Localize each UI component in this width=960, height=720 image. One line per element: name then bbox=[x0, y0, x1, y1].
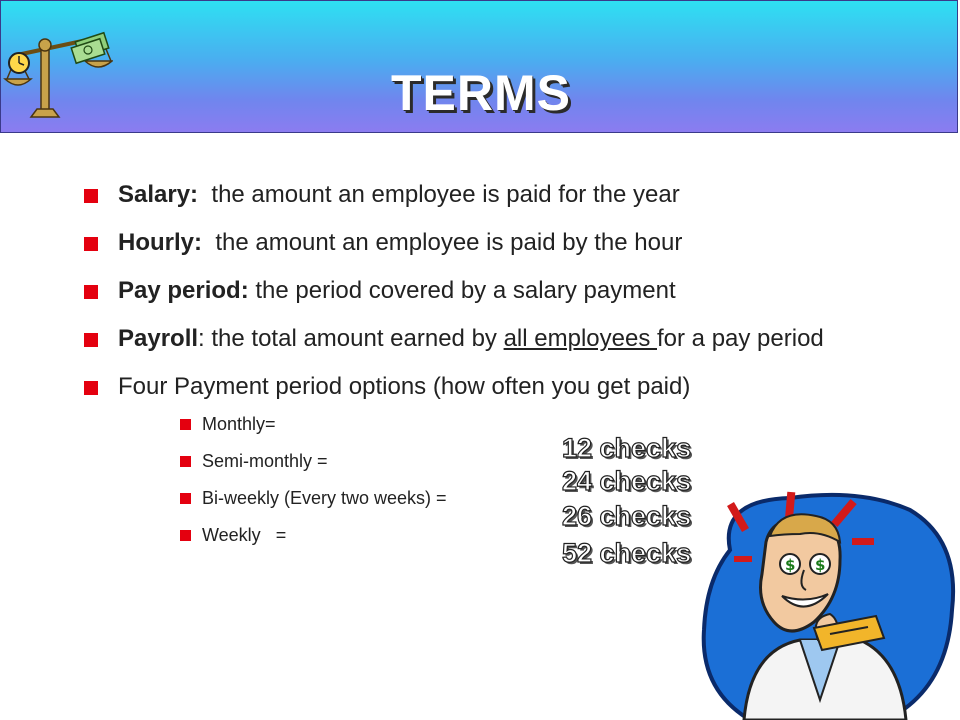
sub-bullet-monthly bbox=[84, 413, 904, 435]
sub-bullet-semi-monthly bbox=[84, 450, 904, 472]
sub-bullet-label: Monthly= bbox=[202, 414, 276, 434]
bullet-hourly bbox=[84, 228, 904, 257]
bullet-pay-period bbox=[84, 276, 904, 305]
term-salary: Salary: bbox=[118, 181, 199, 208]
bullet-salary bbox=[84, 180, 904, 209]
definition-payroll-end: for a pay period bbox=[657, 325, 824, 352]
definition-pay-period: the period covered by a salary payment bbox=[248, 277, 676, 304]
sub-bullet-label: Bi-weekly (Every two weeks) = bbox=[202, 488, 447, 508]
sub-bullet-marker bbox=[180, 493, 191, 504]
svg-text:$: $ bbox=[785, 556, 796, 574]
bullet-marker bbox=[84, 189, 98, 203]
definition-payroll-underlined: all employees bbox=[503, 325, 657, 352]
happy-paycheck-man-icon bbox=[690, 490, 960, 720]
definition-hourly: the amount an employee is paid by the hour bbox=[202, 229, 683, 256]
sub-bullet-marker bbox=[180, 456, 191, 467]
definition-payroll-start: : the total amount earned by bbox=[198, 325, 504, 352]
sub-bullet-label: Weekly = bbox=[202, 525, 287, 545]
bullet-marker bbox=[84, 285, 98, 299]
answer-bi-weekly: 26 checks bbox=[562, 501, 692, 531]
payment-options-text: Four Payment period options (how often you get paid) bbox=[118, 373, 691, 400]
sub-bullet-marker bbox=[180, 419, 191, 430]
term-payroll: Payroll bbox=[118, 325, 199, 352]
term-pay-period: Pay period: bbox=[118, 277, 249, 304]
definition-salary: the amount an employee is paid for the year bbox=[198, 181, 680, 208]
term-hourly: Hourly: bbox=[118, 229, 202, 256]
slide-title: TERMS bbox=[391, 65, 571, 121]
bullet-marker bbox=[84, 381, 98, 395]
bullet-marker bbox=[84, 237, 98, 251]
svg-text:$: $ bbox=[815, 556, 826, 574]
answer-monthly: 12 checks bbox=[562, 433, 692, 463]
sub-bullet-label: Semi-monthly = bbox=[202, 451, 328, 471]
answer-semi-monthly: 24 checks bbox=[562, 466, 692, 496]
bullet-payment-options bbox=[84, 372, 904, 401]
answer-weekly: 52 checks bbox=[562, 538, 692, 568]
title-banner bbox=[0, 0, 958, 133]
bullet-payroll bbox=[84, 324, 904, 353]
sub-bullet-marker bbox=[180, 530, 191, 541]
bullet-marker bbox=[84, 333, 98, 347]
